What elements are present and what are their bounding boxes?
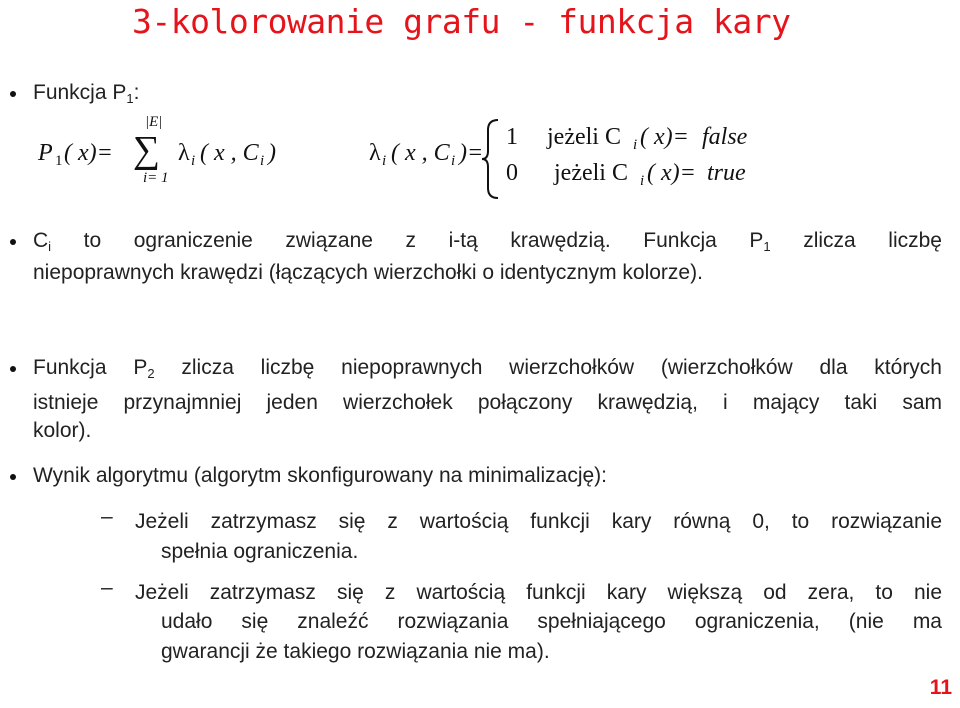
- dash-1-line-2: spełnia ograniczenia.: [161, 540, 359, 563]
- dash-2-marker: –: [101, 576, 113, 599]
- bullet-2-line-1: $C_i$ to ograniczenie związane z i-tą krawędzią. Funkcja $P_1$ zlicza liczbę: [33, 229, 942, 254]
- bullet-3-line-1: Funkcja $P_2$ zlicza liczbę niepoprawnych wierzchołków (wierzchołków dla których: [33, 356, 942, 381]
- bullet-3-line-2: istnieje przynajmniej jeden wierzchołek połączony krawędzią, i mający taki sam: [33, 391, 942, 414]
- sigma-symbol: ∑: [133, 129, 161, 171]
- bullet-3-line-3: kolor).: [33, 419, 92, 442]
- bullet-1-dot: [10, 91, 16, 97]
- bullet-1-text: Funkcja $P_1$:: [33, 81, 140, 106]
- slide-title: 3-kolorowanie grafu - funkcja kary: [132, 2, 791, 41]
- bullet-2-dot: [10, 239, 16, 245]
- dash-2-line-2: udało się znaleźć rozwiązania spełniającego ograniczenia, (nie ma: [161, 610, 942, 633]
- bullet-3-dot: [10, 366, 16, 372]
- bullet-4-text: Wynik algorytmu (algorytm skonfigurowany na minimalizację):: [33, 464, 608, 487]
- dash-2-line-1: Jeżeli zatrzymasz się z wartością funkcji kary większą od zera, to nie: [135, 581, 942, 604]
- dash-2-line-3: gwarancji że takiego rozwiązania nie ma).: [161, 640, 550, 663]
- dash-1-marker: –: [101, 505, 113, 528]
- dash-1-line-1: Jeżeli zatrzymasz się z wartością funkcji kary równą 0, to rozwiązanie: [135, 510, 942, 533]
- left-brace: [480, 118, 502, 200]
- bullet-2-line-2: niepoprawnych krawędzi (łączących wierzchołki o identycznym kolorze).: [33, 261, 703, 284]
- bullet-4-dot: [10, 474, 16, 480]
- page-number: 11: [929, 676, 952, 699]
